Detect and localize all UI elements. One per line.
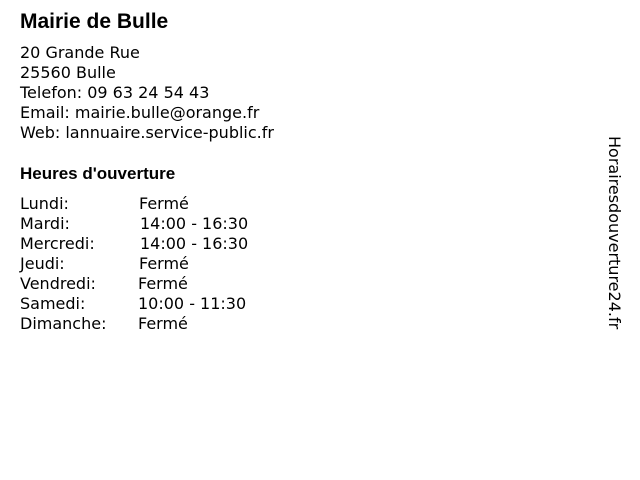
postal-city: 25560 Bulle (20, 63, 116, 82)
street-address: 20 Grande Rue (20, 43, 140, 62)
hours-row-lundi (20, 194, 320, 214)
day-label: Vendredi: (20, 274, 96, 293)
day-label: Lundi: (20, 194, 69, 213)
day-hours: 14:00 - 16:30 (140, 214, 249, 233)
day-label: Mardi: (20, 214, 70, 233)
hours-row-dimanche (20, 314, 320, 334)
day-label: Jeudi: (20, 254, 65, 273)
day-label: Dimanche: (20, 314, 107, 333)
day-hours: Fermé (138, 314, 188, 333)
day-hours: Fermé (139, 194, 189, 213)
page-title: Mairie de Bulle (20, 10, 169, 33)
day-hours: 10:00 - 11:30 (138, 294, 247, 313)
day-hours: Fermé (138, 274, 188, 293)
hours-row-mardi (20, 214, 320, 234)
opening-hours-heading: Heures d'ouverture (20, 164, 176, 183)
day-hours: Fermé (139, 254, 189, 273)
email-address: Email: mairie.bulle@orange.fr (20, 103, 260, 122)
hours-row-vendredi (20, 274, 320, 294)
site-watermark: Horairesdouverture24.fr (605, 136, 624, 330)
website: Web: lannuaire.service-public.fr (20, 123, 274, 142)
hours-row-samedi (20, 294, 320, 314)
address-block (20, 43, 274, 143)
hours-row-jeudi (20, 254, 320, 274)
day-label: Samedi: (20, 294, 86, 313)
day-label: Mercredi: (20, 234, 95, 253)
phone-number: Telefon: 09 63 24 54 43 (20, 83, 210, 102)
hours-row-mercredi (20, 234, 320, 254)
opening-hours-table (20, 194, 320, 334)
day-hours: 14:00 - 16:30 (140, 234, 249, 253)
